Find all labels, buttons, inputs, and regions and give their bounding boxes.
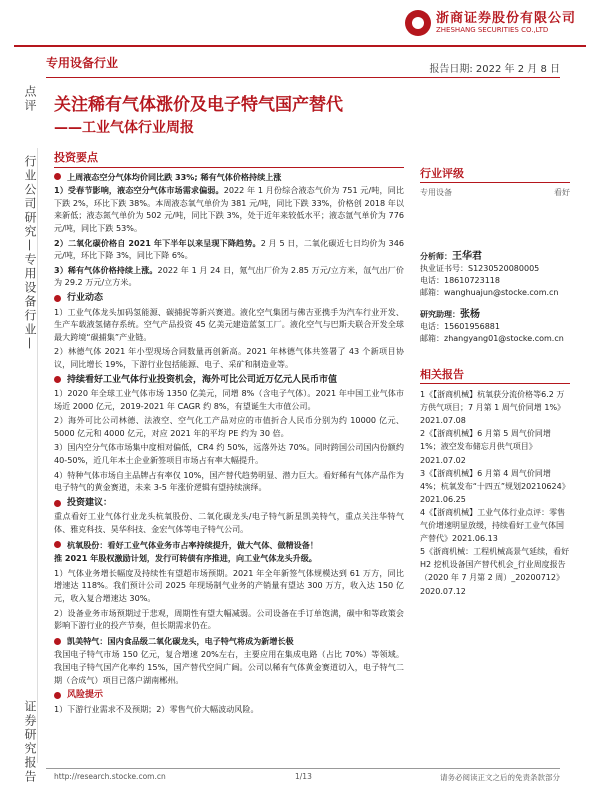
paragraph: 3）国内空分气体市场集中度相对偏低，CR4 约 50%，远落外达 70%。同时跨国公司国内份额约 40-50%，近几年本土企业新签项目市场占有率大幅提升。 (54, 442, 404, 466)
page-title: 关注稀有气体涨价及电子特气国产替代 (54, 95, 343, 115)
paragraph: 1）工业气体龙头加码氢能源、碳捕捉等新兴赛道。液化空气集团与佛吉亚携手为汽车行业开发、生产车载液氢储存系统。空气产品投资 45 亿美元建造蓝氢工厂。液化空气与巴斯夫联合开发全球最大跨境“碳捕集”产业链。 (54, 306, 404, 342)
assistant-email[interactable]: 邮箱：zhangyang01@stocke.com.cn (420, 334, 564, 343)
related-item[interactable]: 3《【浙商机械】6 月第 4 周气价同增4%；杭氧发布“十四五”规划20210624》2021.06.25 (420, 468, 570, 504)
bullet-dot-icon (54, 541, 61, 548)
footer-disclaimer: 请务必阅读正文之后的免责条款部分 (440, 773, 560, 782)
rating-row (420, 187, 570, 199)
sidebar-type-label: 点评 (23, 85, 37, 113)
paragraph: 1）受春节影响，液态空分气体市场需求偏弱。2022 年 1 月份综合液态气价为 751 元/吨，同比下跌 2%，环比下跌 38%。本周液态氧气单价为 381 元/吨，同比下跌 33%，价格创 2018 年以来新低；液态氮气单价为 502 元/吨，同比下跌 3%，处于近年来较低水平；液态氩气单价为 776 元/吨，同比下跌 53%。 (54, 185, 404, 233)
logo-mark-icon (405, 10, 431, 36)
assistant-label: 研究助理： (420, 310, 460, 319)
section-heading-risk: 风险提示 (67, 690, 104, 701)
bullet-dot-icon (54, 638, 61, 645)
analyst-name: 王华君 (452, 251, 482, 262)
related-item[interactable]: 2《【浙商机械】6 月第 5 周气价同增1%；液空发布储忘月供气项目》2021.07.02 (420, 429, 551, 465)
bullet-dot-icon (54, 376, 61, 383)
bullet-heading: 上周液态空分气体均价同比跌 33%; 稀有气体价格持续上涨 (54, 171, 404, 184)
paragraph: 2）林德气体 2021 年小型现场合同数量再创新高。2021 年林德气体共签署了 43 个新项目协议，同比增长 19%，下游行业包括能源、电子、采矿和制造业等。 (54, 346, 404, 369)
sidebar-report-label: 证券研究报告 (23, 700, 37, 784)
assistant-phone: 电话：15601956881 (420, 322, 500, 331)
paragraph: 重点看好工业气体行业龙头杭氧股份、二氧化碳龙头/电子特气新星凯美特气，重点关注华特气体、雅克科技、昊华科技、金宏气体等电子特气公司。 (54, 511, 404, 535)
bullet-heading: 投资建议： (54, 497, 404, 510)
paragraph: 3）稀有气体价格持续上涨。2022 年 1 月 24 日，氪气出厂价为 2.85 万元/立方米，氙气出厂价为 29.2 万元/立方米。 (54, 264, 404, 288)
bullet-heading: 行业动态 (54, 292, 404, 305)
related-heading: 相关报告 (420, 368, 570, 384)
company-name-en: ZHESHANG SECURITIES CO.,LTD (436, 26, 549, 34)
bullet-heading (54, 689, 404, 702)
paragraph: 我国电子特气市场 150 亿元，复合增速 20%左右，主要应用在集成电路（占比 70%）等领域。我国电子特气国产化率约 15%，国产替代空间广阔。公司以稀有气体黄金赛道切入，电子特气二期（合成气）项目已落户湖南郴州。 (54, 649, 404, 685)
rating-sector: 专用设备 (420, 188, 452, 197)
company-name-cn: 浙商证券股份有限公司 (436, 11, 577, 26)
rating-heading: 行业评级 (420, 168, 570, 183)
related-reports (420, 368, 570, 598)
paragraph: 1）气体业务增长幅度及持续性有望超市场预期。2021 年全年新签气体规模达到 61 万方，同比增速达 118%。我们预计公司 2025 年现场制气业务的产销量有望达 300 万方，收入达 150 亿元，收入复合增速达 30%。 (54, 567, 404, 603)
analyst-label: 分析师： (420, 252, 452, 261)
bullet-dot-icon (54, 692, 61, 699)
footer-url[interactable]: http://research.stocke.com.cn (54, 772, 166, 781)
info-sidebar (420, 168, 570, 345)
report-date: 报告日期: 2022 年 2 月 8 日 (429, 64, 560, 75)
analyst-email[interactable]: 邮箱：wanghuajun@stocke.com.cn (420, 288, 559, 297)
related-item[interactable]: 1《【浙商机械】杭氧获分流价格等6.2 万方供气项目；7 月第 1 周气价同增 1%》2021.07.08 (420, 390, 566, 426)
bullet-heading: 杭氧股份：看好工业气体业务市占率持续提升，做大气体、做精设备！ (54, 539, 404, 552)
assistant-name: 张杨 (460, 309, 480, 320)
section-heading-invest: 投资要点 (54, 152, 404, 168)
page-subtitle: ——工业气体行业周报 (54, 120, 194, 136)
paragraph: 1）下游行业需求不及预期；2）零售气价大幅波动风险。 (54, 703, 259, 714)
paragraph: 1）2020 年全球工业气体市场 1350 亿美元，同增 8%（含电子气体）。2021 年中国工业气体市场近 2000 亿元，2019-2021 年 CAGR 约 8%，有望诞生大市值公司。 (54, 388, 404, 411)
sidebar-divider (37, 148, 38, 763)
industry-label: 专用设备行业 (46, 56, 119, 70)
analyst-cert: 执业证书号：S1230520080005 (420, 264, 540, 273)
bullet-dot-icon (54, 500, 61, 507)
related-item[interactable]: 5《浙商机械：工程机械高景气延续，看好 H2 挖机设备国产替代机会_行业周度报告（2020 年 7 月第 2 周）_20200712》2020.07.12 (420, 547, 570, 596)
rating-value: 看好 (554, 188, 570, 197)
sidebar-category-label: 行业公司研究—专用设备行业— (23, 155, 37, 351)
bullet-heading: 持续看好工业气体行业投资机会，海外可比公司近万亿元人民币市值 (54, 374, 404, 387)
header-divider (14, 45, 586, 47)
bullet-dot-icon (54, 173, 61, 180)
title-divider (46, 77, 560, 78)
bullet-heading: 凯美特气：国内食品级二氧化碳龙头，电子特气将成为新增长极 (54, 635, 404, 648)
main-content (54, 152, 404, 717)
related-item[interactable]: 4《【浙商机械】工业气体行业点评：零售气价增速明显放缓，持续看好工业气体国产替代》2021.06.13 (420, 507, 566, 544)
analyst-phone: 电话：18610723118 (420, 276, 500, 285)
paragraph: 4）特种气体市场自主品牌占有率仅 10%，国产替代趋势明显、潜力巨大。看好稀有气体产品作为电子特气的黄金赛道，未来 3-5 年涨价逻辑有望持续演绎。 (54, 469, 404, 493)
company-logo (405, 10, 576, 36)
paragraph: 2）设备业务市场预期过于悲观，周期性有望大幅减弱。公司设备在手订单饱满，碳中和等政策会影响下游行业的投产节奏，但长期需求仍在。 (54, 607, 404, 631)
bullet-dot-icon (54, 295, 61, 302)
page-number: 1/13 (295, 772, 312, 781)
paragraph: 2）海外可比公司林德、法液空、空气化工产品对应的市值折合人民币分别为约 10000 亿元、5000 亿元和 4000 亿元，对应 2021 年的平均 PE 约为 30 倍。 (54, 415, 404, 438)
paragraph: 推 2021 年股权激励计划，发行可转债有序推进，向工业气体龙头升级。 (54, 553, 317, 564)
paragraph: 2）二氧化碳价格自 2021 年下半年以来呈现下降趋势。2 月 5 日，二氧化碳近七日均价为 346 元/吨，环比下降 3%，同比下降 6%。 (54, 237, 405, 261)
footer-divider (46, 768, 560, 769)
